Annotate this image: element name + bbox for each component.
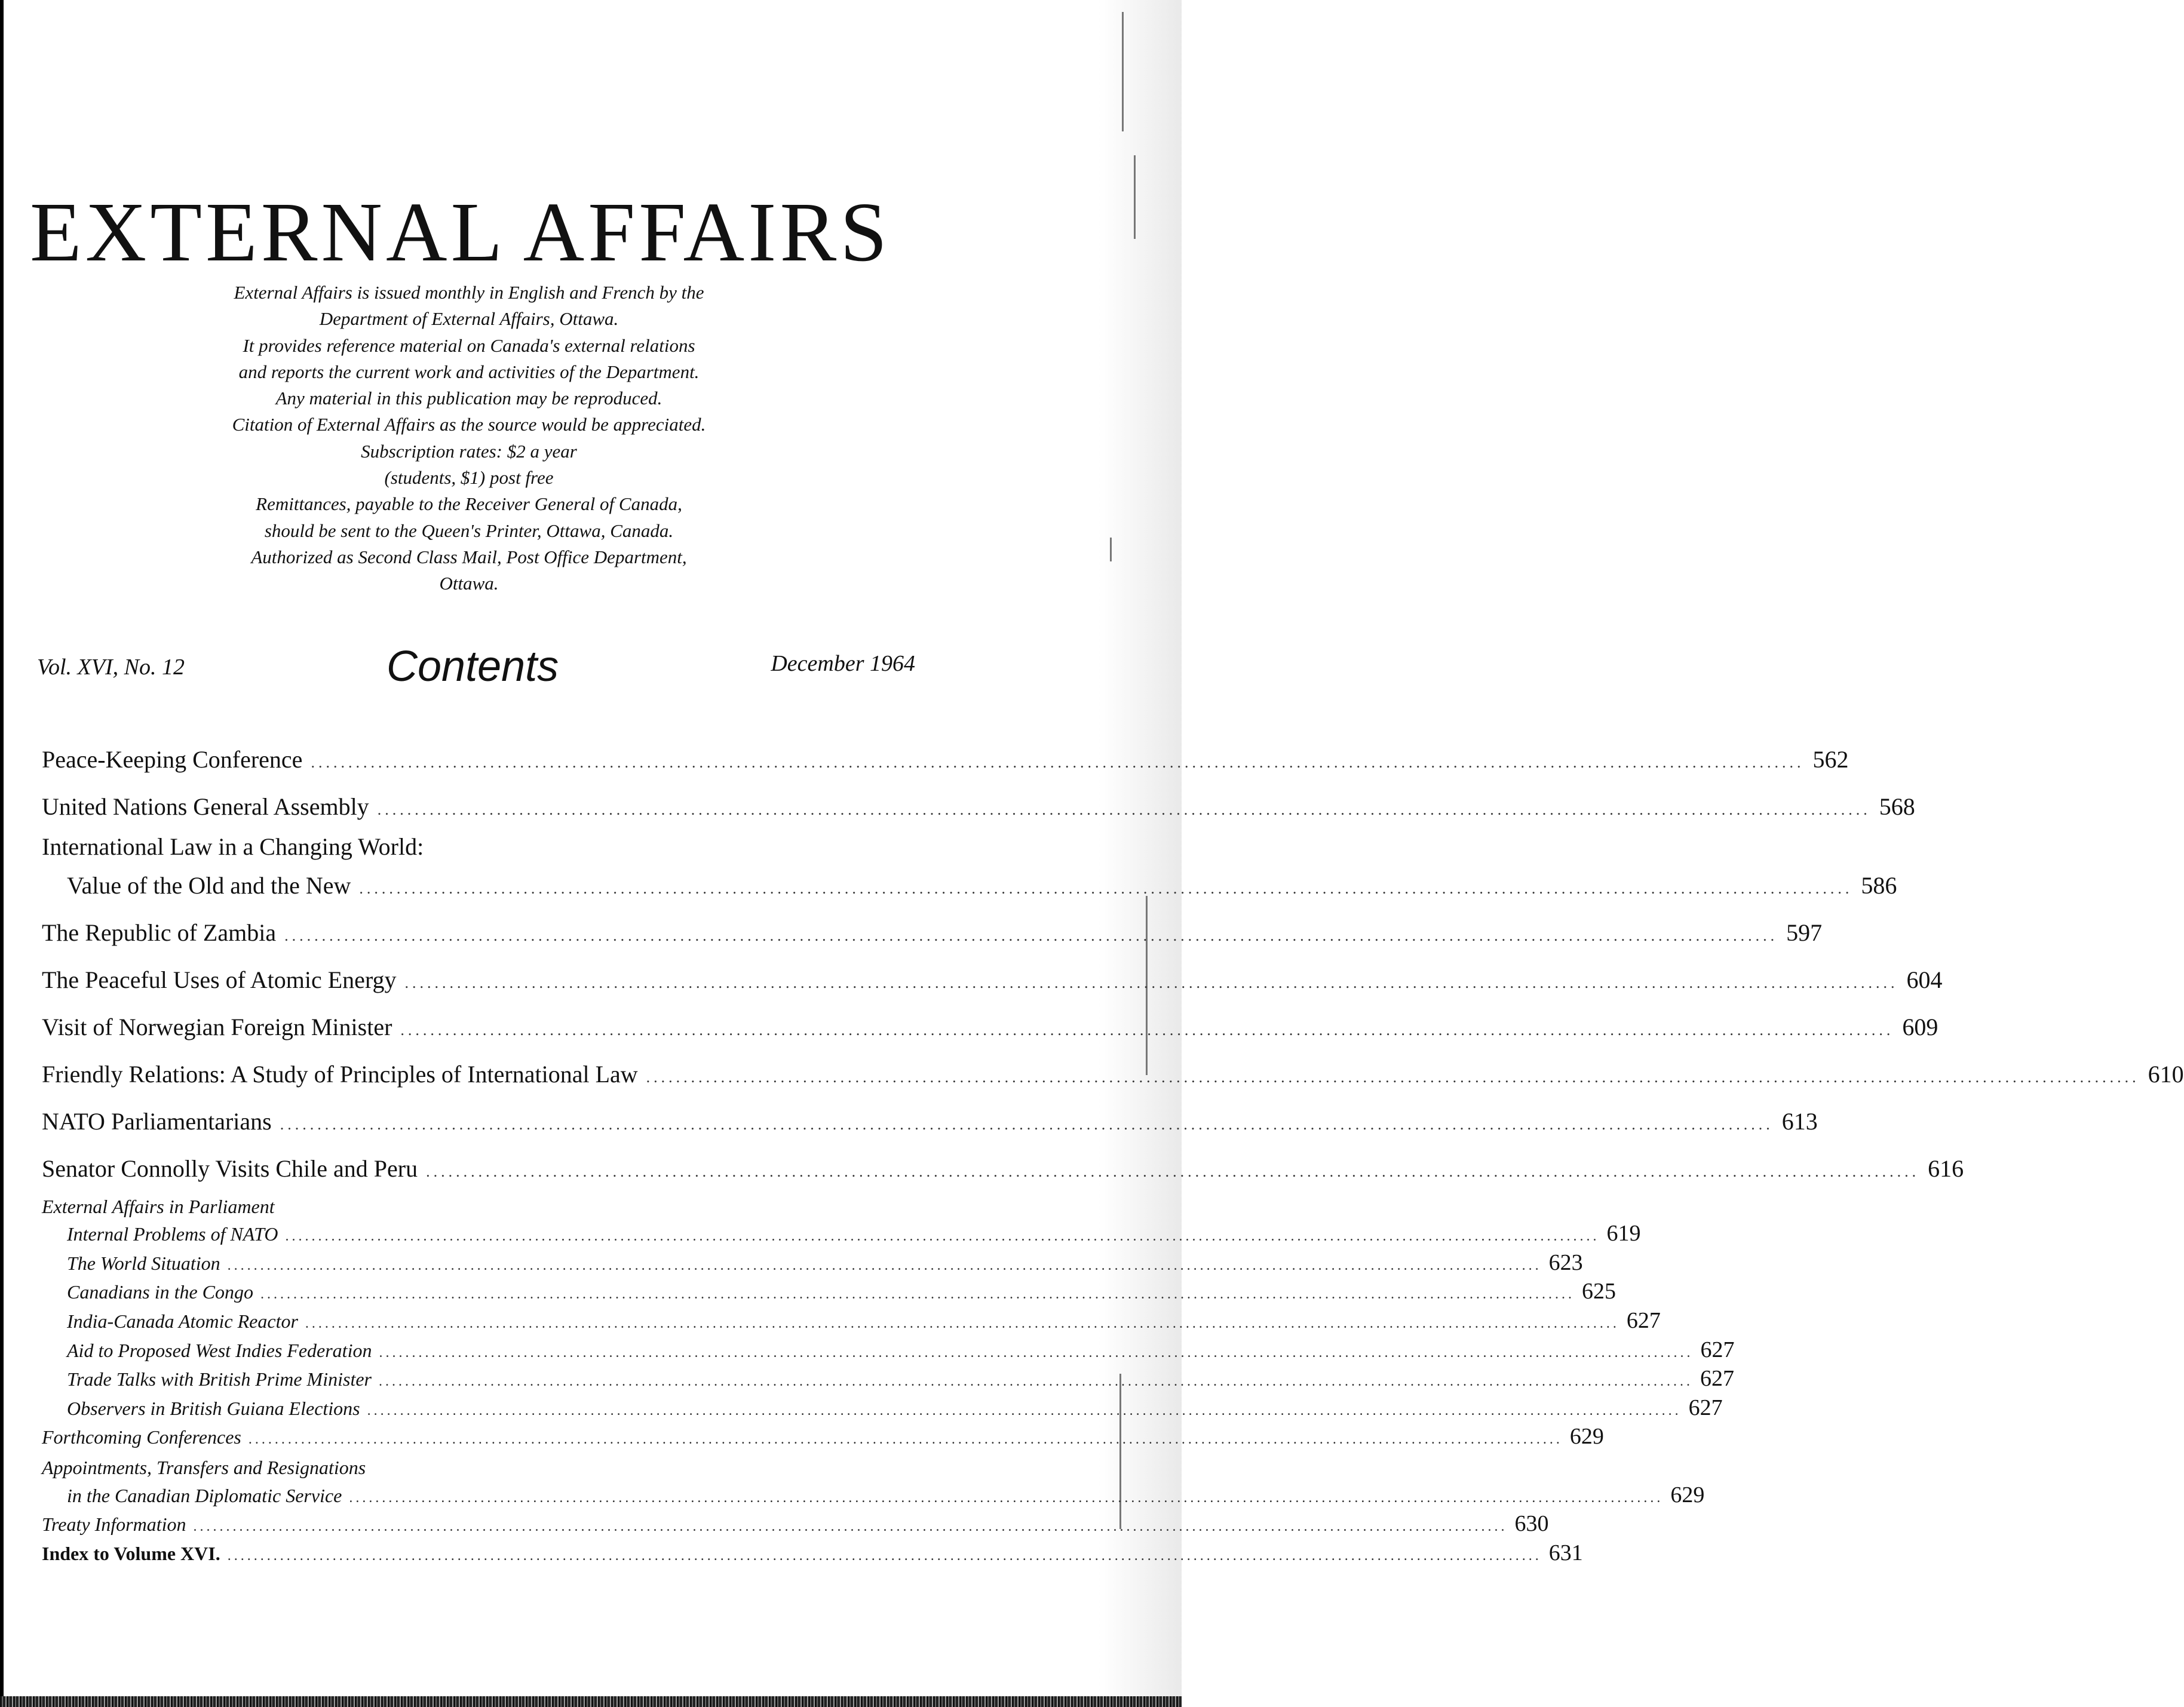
toc-entry[interactable] (42, 956, 1943, 1003)
issue-header (37, 642, 915, 702)
leader-dots: ........................................................................................................................................................................................................ (404, 974, 1898, 991)
toc-entry-page: 627 (1700, 1366, 1734, 1392)
toc-subentry[interactable] (42, 1337, 1735, 1367)
toc-entry-page: 629 (1670, 1482, 1705, 1508)
toc-entry-page: 604 (1906, 966, 1943, 993)
toc-entry[interactable] (42, 1511, 1549, 1541)
leader-dots: ........................................................................................................................................................................................................ (379, 1344, 1694, 1361)
leader-dots: ........................................................................................................................................................................................................ (646, 1069, 2140, 1086)
toc-entry-page: 627 (1700, 1337, 1735, 1362)
toc-entry[interactable] (42, 1145, 1964, 1192)
toc-entry-title: Trade Talks with British Prime Minister (67, 1368, 372, 1390)
leader-dots: ........................................................................................................................................................................................................ (227, 1257, 1542, 1273)
publication-notice (131, 280, 806, 597)
toc-entry-page: 613 (1781, 1108, 1818, 1135)
toc-entry-title: Index to Volume XVI. (42, 1542, 220, 1564)
toc-entry-title: International Law in a Changing World: (42, 833, 424, 860)
toc-entry-title: Visit of Norwegian Foreign Minister (42, 1014, 392, 1040)
toc-entry-continuation[interactable] (42, 1482, 1705, 1512)
toc-entry-title: The Republic of Zambia (42, 919, 277, 946)
page-margin-scan-edge (1098, 0, 1182, 1707)
leader-dots: ........................................................................................................................................................................................................ (280, 1116, 1774, 1133)
toc-entry-title: Forthcoming Conferences (42, 1426, 241, 1448)
toc-entry-title: Peace-Keeping Conference (42, 746, 303, 773)
leader-dots: ........................................................................................................................................................................................................ (305, 1315, 1619, 1331)
toc-subentry[interactable] (42, 1279, 1616, 1309)
toc-entry-title: Internal Problems of NATO (67, 1223, 278, 1245)
toc-entry-title: Treaty Information (42, 1513, 186, 1536)
toc-entry[interactable] (42, 1540, 1583, 1570)
notice-line: Citation of External Affairs as the source would be appreciated. (232, 414, 706, 435)
leader-dots: ........................................................................................................................................................................................................ (367, 1402, 1682, 1419)
toc-entry-page: 562 (1812, 746, 1849, 773)
toc-subentry[interactable] (42, 1366, 1734, 1396)
toc-entry-title: Canadians in the Congo (67, 1281, 254, 1303)
toc-entry[interactable] (42, 830, 1897, 909)
leader-dots: ........................................................................................................................................................................................................ (248, 1432, 1563, 1448)
notice-line: It provides reference material on Canada's external relations (243, 334, 695, 356)
notice-line: and reports the current work and activities of the Department. (238, 361, 700, 382)
toc-entry-page: 609 (1902, 1014, 1938, 1040)
toc-entry-page: 631 (1548, 1540, 1583, 1565)
toc-entry-page: 627 (1688, 1395, 1723, 1420)
toc-entry-page: 630 (1514, 1511, 1549, 1537)
leader-dots: ........................................................................................................................................................................................................ (400, 1021, 1894, 1039)
page-binding-edge (0, 0, 4, 1707)
toc-entry-title: Friendly Relations: A Study of Principles of International Law (42, 1061, 638, 1088)
toc-entry-subtitle: in the Canadian Diplomatic Service (67, 1484, 342, 1506)
toc-entry-page: 568 (1879, 793, 1915, 820)
notice-line: (students, $1) post free (384, 467, 554, 489)
leader-dots: ........................................................................................................................................................................................................ (378, 1374, 1693, 1390)
table-of-contents (42, 736, 2184, 1570)
notice-line: Subscription rates: $2 a year (361, 440, 577, 462)
notice-line: Department of External Affairs, Ottawa. (319, 308, 619, 330)
masthead-title: EXTERNAL AFFAIRS (30, 185, 891, 280)
toc-entry-title: The Peaceful Uses of Atomic Energy (42, 966, 397, 993)
leader-dots: ........................................................................................................................................................................................................ (311, 754, 1805, 771)
toc-entry-page: 623 (1548, 1249, 1583, 1275)
toc-entry-page: 625 (1582, 1279, 1616, 1304)
toc-entry-page: 616 (1928, 1155, 1964, 1182)
toc-entry-subtitle: Value of the Old and the New (67, 872, 351, 899)
notice-line: External Affairs is issued monthly in English and French by the (234, 282, 704, 303)
toc-entry[interactable] (42, 1051, 2184, 1098)
toc-entry-title: India-Canada Atomic Reactor (67, 1310, 298, 1332)
toc-entry-title: United Nations General Assembly (42, 793, 369, 820)
toc-entry[interactable] (42, 736, 1849, 783)
toc-subentry[interactable] (42, 1221, 1641, 1251)
toc-entry[interactable] (42, 1098, 1818, 1145)
toc-subentry[interactable] (42, 1249, 1583, 1279)
toc-entry-title: Observers in British Guiana Elections (67, 1397, 360, 1419)
leader-dots: ........................................................................................................................................................................................................ (359, 880, 1853, 897)
toc-entry[interactable] (42, 783, 1915, 830)
toc-entry-title: Senator Connolly Visits Chile and Peru (42, 1155, 418, 1182)
toc-entry-title: Appointments, Transfers and Resignations (42, 1456, 366, 1478)
toc-entry-title: Aid to Proposed West Indies Federation (67, 1339, 372, 1361)
toc-entry-page: 586 (1861, 872, 1897, 899)
notice-line: should be sent to the Queen's Printer, Ottawa, Canada. (264, 520, 674, 541)
toc-entry-page: 627 (1626, 1307, 1661, 1333)
leader-dots: ........................................................................................................................................................................................................ (426, 1163, 1920, 1180)
leader-dots: ........................................................................................................................................................................................................ (284, 927, 1778, 944)
issue-date: December 1964 (771, 651, 915, 676)
toc-entry[interactable] (42, 909, 1823, 956)
toc-subentry[interactable] (42, 1395, 1723, 1424)
toc-entry[interactable] (42, 1453, 914, 1482)
leader-dots: ........................................................................................................................................................................................................ (377, 801, 1871, 818)
toc-entry[interactable] (42, 1424, 1604, 1454)
scan-bottom-edge (0, 1696, 1182, 1707)
notice-line: Ottawa. (439, 573, 499, 594)
toc-entry-page: 610 (2148, 1061, 2184, 1088)
leader-dots: ........................................................................................................................................................................................................ (349, 1490, 1664, 1506)
parliament-heading: External Affairs in Parliament (42, 1195, 275, 1217)
toc-section-heading (42, 1192, 914, 1221)
toc-entry-page: 619 (1606, 1221, 1641, 1247)
notice-line: Authorized as Second Class Mail, Post Office Department, (251, 546, 687, 567)
leader-dots: ........................................................................................................................................................................................................ (193, 1519, 1508, 1535)
notice-line: Remittances, payable to the Receiver General of Canada, (256, 493, 682, 515)
leader-dots: ........................................................................................................................................................................................................ (227, 1548, 1542, 1564)
contents-heading: Contents (387, 643, 559, 690)
volume-number: Vol. XVI, No. 12 (37, 655, 185, 680)
toc-entry[interactable] (42, 1003, 1938, 1051)
toc-entry-title: The World Situation (67, 1252, 220, 1274)
toc-entry-page: 629 (1569, 1424, 1604, 1450)
notice-line: Any material in this publication may be reproduced. (275, 388, 662, 409)
toc-entry-page: 597 (1786, 919, 1823, 946)
toc-entry-title: NATO Parliamentarians (42, 1108, 272, 1135)
leader-dots: ........................................................................................................................................................................................................ (260, 1287, 1575, 1303)
toc-subentry[interactable] (42, 1307, 1661, 1337)
leader-dots: ........................................................................................................................................................................................................ (285, 1229, 1600, 1245)
